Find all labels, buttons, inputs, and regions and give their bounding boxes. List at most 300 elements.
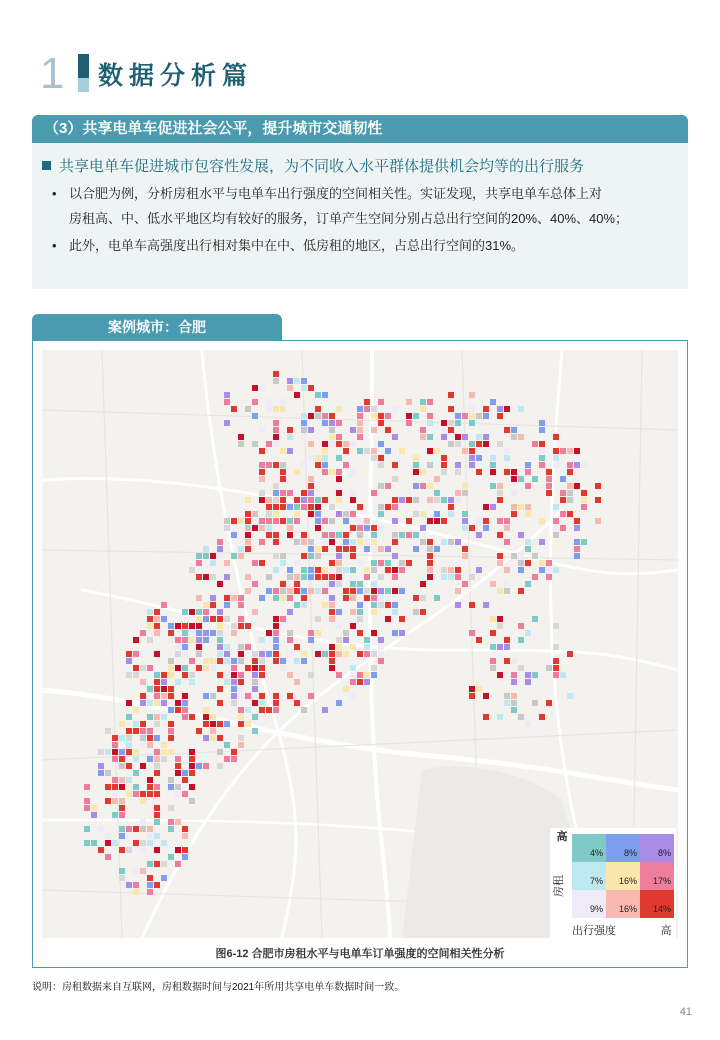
map-cell <box>441 497 447 503</box>
map-cell <box>483 413 489 419</box>
map-cell <box>105 854 111 860</box>
map-cell <box>210 630 216 636</box>
map-cell <box>336 420 342 426</box>
map-cell <box>392 532 398 538</box>
map-cell <box>371 525 377 531</box>
map-cell <box>147 742 153 748</box>
map-cell <box>539 560 545 566</box>
legend-cell-label: 4% <box>589 848 603 858</box>
map-cell <box>329 504 335 510</box>
map-cell <box>476 518 482 524</box>
map-cell <box>168 623 174 629</box>
map-cell <box>133 651 139 657</box>
map-cell <box>350 644 356 650</box>
map-cell <box>154 623 160 629</box>
map-cell <box>119 826 125 832</box>
map-cell <box>357 651 363 657</box>
map-cell <box>315 574 321 580</box>
map-cell <box>560 448 566 454</box>
map-cell <box>518 665 524 671</box>
map-cell <box>476 532 482 538</box>
map-cell <box>455 602 461 608</box>
map-cell <box>175 791 181 797</box>
map-cell <box>364 518 370 524</box>
map-cell <box>126 882 132 888</box>
map-cell <box>581 462 587 468</box>
map-cell <box>224 742 230 748</box>
map-cell <box>406 560 412 566</box>
map-cell <box>168 735 174 741</box>
map-cell <box>238 707 244 713</box>
map-cell <box>490 483 496 489</box>
map-cell <box>287 532 293 538</box>
bivariate-legend <box>550 828 676 938</box>
map-cell <box>343 686 349 692</box>
map-cell <box>119 735 125 741</box>
map-cell <box>147 735 153 741</box>
map-cell <box>497 623 503 629</box>
map-cell <box>245 623 251 629</box>
map-cell <box>546 700 552 706</box>
map-cell <box>273 707 279 713</box>
map-cell <box>350 525 356 531</box>
map-cell <box>287 490 293 496</box>
map-cell <box>343 532 349 538</box>
map-cell <box>392 497 398 503</box>
map-cell <box>259 462 265 468</box>
map-cell <box>532 700 538 706</box>
data-note: 说明：房租数据来自互联网，房租数据时间与2021年所用共享电单车数据时间一致。 <box>32 982 405 993</box>
map-cell <box>231 679 237 685</box>
map-cell <box>196 665 202 671</box>
map-cell <box>252 413 258 419</box>
map-cell <box>308 672 314 678</box>
map-cell <box>168 721 174 727</box>
map-cell <box>280 406 286 412</box>
map-cell <box>168 826 174 832</box>
map-cell <box>350 588 356 594</box>
map-cell <box>147 784 153 790</box>
map-cell <box>294 658 300 664</box>
map-cell <box>490 399 496 405</box>
map-cell <box>469 602 475 608</box>
map-cell <box>462 546 468 552</box>
map-cell <box>175 679 181 685</box>
map-cell <box>322 581 328 587</box>
map-cell <box>420 525 426 531</box>
map-cell <box>322 420 328 426</box>
map-cell <box>294 518 300 524</box>
map-cell <box>497 490 503 496</box>
map-cell <box>147 637 153 643</box>
map-cell <box>434 595 440 601</box>
map-cell <box>231 553 237 559</box>
map-cell <box>147 777 153 783</box>
map-cell <box>119 805 125 811</box>
map-cell <box>497 518 503 524</box>
map-cell <box>182 707 188 713</box>
map-cell <box>154 882 160 888</box>
map-cell <box>399 448 405 454</box>
map-cell <box>154 749 160 755</box>
map-cell <box>539 448 545 454</box>
map-cell <box>357 427 363 433</box>
map-cell <box>280 476 286 482</box>
map-cell <box>427 420 433 426</box>
map-cell <box>287 609 293 615</box>
map-cell <box>385 448 391 454</box>
map-cell <box>196 609 202 615</box>
map-cell <box>98 749 104 755</box>
map-cell <box>553 623 559 629</box>
map-cell <box>91 805 97 811</box>
map-cell <box>182 826 188 832</box>
map-cell <box>413 595 419 601</box>
map-cell <box>203 637 209 643</box>
summary-panel <box>32 143 688 289</box>
case-city-tab: 案例城市：合肥 <box>32 314 282 340</box>
map-cell <box>119 812 125 818</box>
map-cell <box>308 455 314 461</box>
map-cell <box>217 630 223 636</box>
map-cell <box>553 644 559 650</box>
map-cell <box>336 497 342 503</box>
map-cell <box>294 700 300 706</box>
figure-caption: 图6-12 合肥市房租水平与电单车订单强度的空间相关性分析 <box>215 948 505 960</box>
map-cell <box>231 406 237 412</box>
map-cell <box>266 406 272 412</box>
map-cell <box>350 567 356 573</box>
map-cell <box>525 679 531 685</box>
map-cell <box>322 707 328 713</box>
map-cell <box>357 504 363 510</box>
map-cell <box>567 483 573 489</box>
map-cell <box>126 651 132 657</box>
map-cell <box>378 441 384 447</box>
map-cell <box>189 567 195 573</box>
map-cell <box>364 539 370 545</box>
map-cell <box>336 581 342 587</box>
legend-y-label: 房租 <box>553 875 565 897</box>
map-cell <box>301 462 307 468</box>
map-cell <box>210 616 216 622</box>
map-cell <box>175 644 181 650</box>
map-cell <box>217 539 223 545</box>
map-cell <box>511 700 517 706</box>
map-cell <box>385 427 391 433</box>
map-cell <box>385 483 391 489</box>
map-cell <box>378 588 384 594</box>
map-cell <box>252 399 258 405</box>
map-cell <box>427 553 433 559</box>
map-cell <box>119 847 125 853</box>
map-cell <box>294 539 300 545</box>
map-cell <box>315 455 321 461</box>
map-cell <box>406 518 412 524</box>
map-cell <box>378 574 384 580</box>
map-cell <box>322 413 328 419</box>
map-cell <box>385 567 391 573</box>
map-cell <box>301 420 307 426</box>
map-cell <box>161 714 167 720</box>
map-cell <box>525 483 531 489</box>
map-cell <box>252 518 258 524</box>
map-cell <box>245 546 251 552</box>
map-cell <box>189 679 195 685</box>
map-cell <box>504 693 510 699</box>
map-cell <box>546 665 552 671</box>
map-cell <box>315 518 321 524</box>
map-cell <box>469 686 475 692</box>
map-cell <box>273 420 279 426</box>
map-cell <box>308 546 314 552</box>
map-cell <box>308 630 314 636</box>
map-cell <box>98 847 104 853</box>
map-cell <box>378 644 384 650</box>
map-cell <box>273 497 279 503</box>
map-cell <box>553 462 559 468</box>
map-cell <box>420 539 426 545</box>
map-cell <box>490 504 496 510</box>
map-cell <box>539 455 545 461</box>
map-cell <box>224 392 230 398</box>
map-cell <box>224 756 230 762</box>
map-cell <box>133 749 139 755</box>
map-cell <box>322 532 328 538</box>
map-cell <box>420 406 426 412</box>
map-cell <box>154 693 160 699</box>
map-cell <box>182 714 188 720</box>
map-cell <box>259 490 265 496</box>
map-cell <box>259 539 265 545</box>
map-cell <box>147 840 153 846</box>
map-cell <box>511 504 517 510</box>
map-cell <box>301 595 307 601</box>
map-cell <box>511 469 517 475</box>
map-cell <box>518 476 524 482</box>
map-cell <box>504 525 510 531</box>
map-cell <box>301 385 307 391</box>
map-cell <box>154 700 160 706</box>
map-cell <box>231 756 237 762</box>
map-cell <box>203 714 209 720</box>
map-cell <box>371 672 377 678</box>
map-cell <box>217 644 223 650</box>
map-cell <box>245 574 251 580</box>
map-cell <box>357 434 363 440</box>
map-cell <box>245 525 251 531</box>
legend-y-high: 高 <box>556 831 568 843</box>
map-cell <box>504 637 510 643</box>
map-cell <box>511 693 517 699</box>
map-cell <box>329 574 335 580</box>
map-cell <box>427 567 433 573</box>
map-cell <box>504 588 510 594</box>
section-bar-icon <box>78 54 89 78</box>
map-cell <box>84 798 90 804</box>
map-cell <box>133 840 139 846</box>
map-cell <box>266 525 272 531</box>
map-cell <box>336 434 342 440</box>
map-cell <box>364 546 370 552</box>
map-cell <box>308 427 314 433</box>
map-cell <box>455 539 461 545</box>
map-cell <box>259 707 265 713</box>
map-cell <box>455 588 461 594</box>
map-cell <box>112 840 118 846</box>
map-cell <box>175 861 181 867</box>
map-cell <box>336 455 342 461</box>
map-cell <box>350 672 356 678</box>
map-cell <box>385 413 391 419</box>
legend-cell-label: 8% <box>657 848 671 858</box>
map-cell <box>483 406 489 412</box>
map-cell <box>448 574 454 580</box>
map-cell <box>525 462 531 468</box>
map-cell <box>133 728 139 734</box>
map-cell <box>385 546 391 552</box>
map-cell <box>322 469 328 475</box>
map-cell <box>497 497 503 503</box>
map-cell <box>343 637 349 643</box>
map-cell <box>469 441 475 447</box>
map-cell <box>308 490 314 496</box>
map-cell <box>196 637 202 643</box>
map-cell <box>182 854 188 860</box>
map-cell <box>357 406 363 412</box>
map-cell <box>280 588 286 594</box>
map-cell <box>315 504 321 510</box>
map-cell <box>336 532 342 538</box>
map-cell <box>203 735 209 741</box>
map-cell <box>259 700 265 706</box>
map-cell <box>483 693 489 699</box>
map-cell <box>511 511 517 517</box>
legend-cell-label: 7% <box>589 876 603 886</box>
map-cell <box>413 469 419 475</box>
map-cell <box>238 644 244 650</box>
map-cell <box>322 518 328 524</box>
map-cell <box>273 462 279 468</box>
map-cell <box>217 658 223 664</box>
map-cell <box>364 448 370 454</box>
map-cell <box>511 490 517 496</box>
map-cell <box>532 539 538 545</box>
map-cell <box>511 434 517 440</box>
map-cell <box>266 462 272 468</box>
map-cell <box>329 658 335 664</box>
map-cell <box>504 406 510 412</box>
map-cell <box>343 511 349 517</box>
map-cell <box>343 518 349 524</box>
map-cell <box>392 406 398 412</box>
map-cell <box>112 798 118 804</box>
map-cell <box>238 672 244 678</box>
map-cell <box>140 630 146 636</box>
map-cell <box>336 490 342 496</box>
map-cell <box>378 546 384 552</box>
map-cell <box>553 448 559 454</box>
map-cell <box>189 637 195 643</box>
map-cell <box>280 490 286 496</box>
map-cell <box>329 602 335 608</box>
map-cell <box>567 462 573 468</box>
map-cell <box>483 714 489 720</box>
map-cell <box>154 721 160 727</box>
map-cell <box>168 728 174 734</box>
map-cell <box>98 826 104 832</box>
map-cell <box>210 721 216 727</box>
map-cell <box>350 546 356 552</box>
map-cell <box>224 679 230 685</box>
map-cell <box>287 637 293 643</box>
map-cell <box>161 875 167 881</box>
map-cell <box>343 441 349 447</box>
map-cell <box>133 826 139 832</box>
map-cell <box>469 630 475 636</box>
map-cell <box>406 420 412 426</box>
map-cell <box>287 630 293 636</box>
map-cell <box>504 539 510 545</box>
map-cell <box>147 609 153 615</box>
map-cell <box>483 602 489 608</box>
map-cell <box>371 588 377 594</box>
map-cell <box>434 546 440 552</box>
map-cell <box>154 609 160 615</box>
map-cell <box>301 427 307 433</box>
map-cell <box>385 504 391 510</box>
map-cell <box>462 483 468 489</box>
map-cell <box>168 630 174 636</box>
map-cell <box>525 581 531 587</box>
map-cell <box>406 497 412 503</box>
map-cell <box>154 672 160 678</box>
map-cell <box>560 525 566 531</box>
map-cell <box>364 651 370 657</box>
map-cell <box>371 651 377 657</box>
map-cell <box>245 518 251 524</box>
map-cell <box>469 693 475 699</box>
map-cell <box>245 665 251 671</box>
map-cell <box>329 581 335 587</box>
map-cell <box>301 574 307 580</box>
legend-cell-label: 17% <box>652 876 671 886</box>
map-cell <box>238 441 244 447</box>
map-cell <box>112 777 118 783</box>
map-cell <box>259 525 265 531</box>
map-cell <box>553 518 559 524</box>
map-cell <box>427 399 433 405</box>
map-cell <box>350 665 356 671</box>
map-cell <box>161 686 167 692</box>
map-cell <box>182 630 188 636</box>
map-cell <box>455 469 461 475</box>
map-cell <box>175 763 181 769</box>
map-cell <box>182 665 188 671</box>
map-cell <box>371 427 377 433</box>
map-cell <box>133 784 139 790</box>
map-cell <box>175 707 181 713</box>
map-cell <box>154 630 160 636</box>
map-cell <box>322 441 328 447</box>
map-cell <box>476 413 482 419</box>
map-cell <box>154 686 160 692</box>
map-cell <box>567 490 573 496</box>
map-cell <box>336 609 342 615</box>
map-cell <box>287 588 293 594</box>
map-cell <box>441 469 447 475</box>
map-cell <box>168 658 174 664</box>
